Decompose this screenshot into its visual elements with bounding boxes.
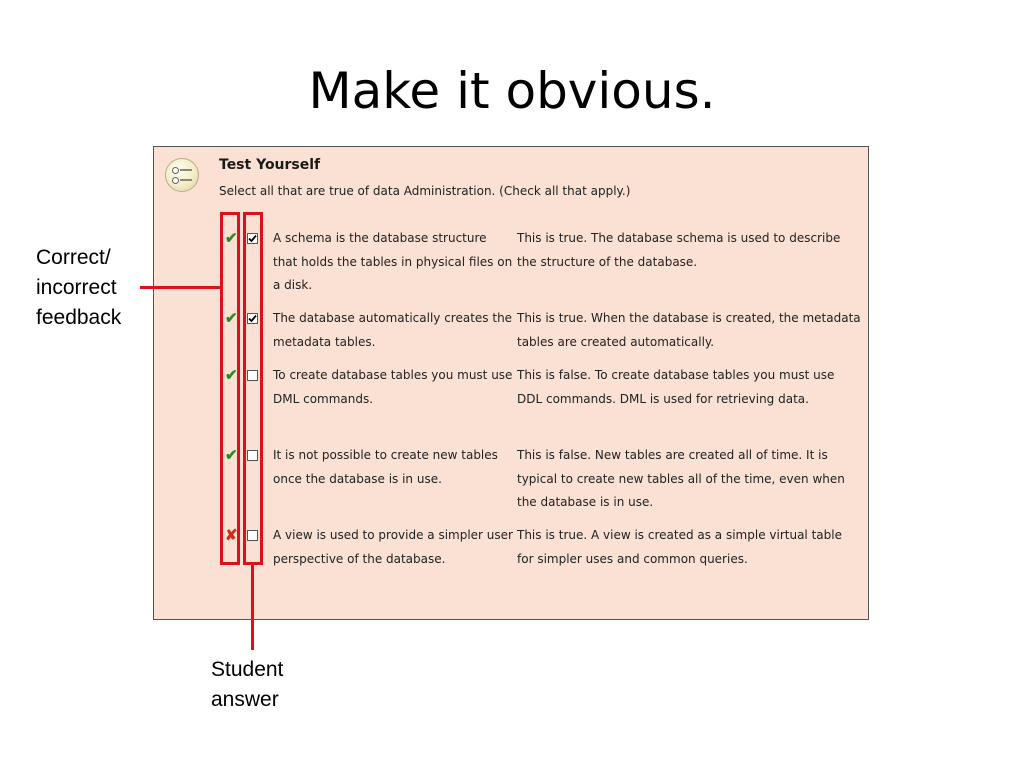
feedback-column-highlight: [220, 212, 240, 565]
option-text: The database automatically creates the metadata tables.: [273, 311, 513, 349]
feedback-callout-label: [36, 243, 121, 333]
feedback-text: This is true. The database schema is used to describe the structure of the database.: [517, 231, 841, 269]
feedback-text: This is false. New tables are created all of time. It is typical to create new tables all of the time, even when the database is in use.: [517, 448, 845, 509]
answer-label-line: answer: [211, 688, 279, 711]
feedback-label-line: incorrect: [36, 276, 117, 299]
feedback-label-line: feedback: [36, 306, 122, 329]
correct-check-icon: ✔: [225, 367, 238, 384]
feedback-text: This is false. To create database tables you must use DDL commands. DML is used for retrieving data.: [517, 368, 835, 406]
correct-check-icon: ✔: [225, 447, 238, 464]
incorrect-cross-icon: ✘: [225, 527, 238, 544]
option-text: To create database tables you must use DML commands.: [273, 368, 513, 406]
slide-title: Make it obvious.: [308, 62, 716, 120]
feedback-text: This is true. A view is created as a simple virtual table for simpler uses and common queries.: [517, 528, 842, 566]
quiz-title: Test Yourself: [219, 157, 321, 173]
quiz-instructions: Select all that are true of data Administration. (Check all that apply.): [219, 184, 631, 198]
feedback-label-line: Correct/: [36, 246, 111, 269]
feedback-text: This is true. When the database is created, the metadata tables are created automatically.: [517, 311, 861, 349]
feedback-connector-line: [140, 286, 221, 289]
option-text: It is not possible to create new tables once the database is in use.: [273, 448, 498, 486]
option-text: A view is used to provide a simpler user perspective of the database.: [273, 528, 513, 566]
answer-callout-label: [211, 655, 283, 715]
option-text: A schema is the database structure that holds the tables in physical files on a disk.: [273, 231, 513, 292]
answer-label-line: Student: [211, 658, 284, 681]
correct-check-icon: ✔: [225, 230, 238, 247]
answer-column-highlight: [243, 212, 263, 565]
correct-check-icon: ✔: [225, 310, 238, 327]
answer-connector-line: [251, 564, 254, 650]
quiz-icon: [165, 158, 199, 192]
